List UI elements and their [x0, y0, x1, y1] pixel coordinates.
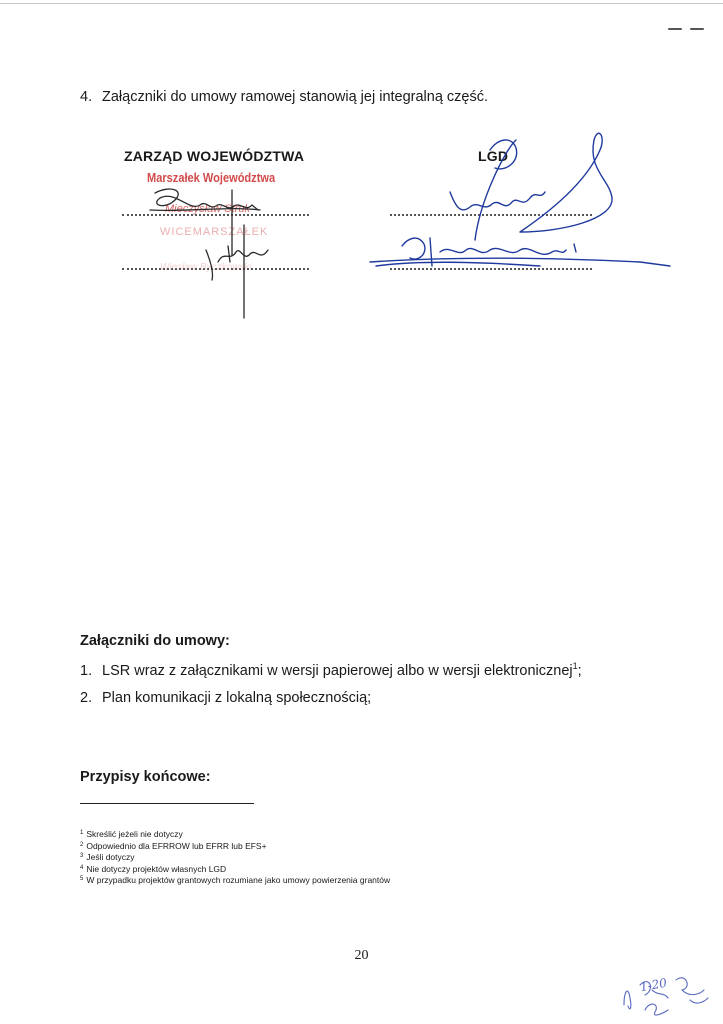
- top-edge-line: [0, 3, 723, 4]
- signature-line: [122, 268, 309, 270]
- footnote-text: Jeśli dotyczy: [86, 852, 135, 862]
- footnote-text: Odpowiednio dla EFRROW lub EFRR lub EFS+: [86, 840, 267, 851]
- signature-line: [390, 214, 592, 216]
- right-signature: [370, 133, 670, 266]
- footnote-item: [80, 840, 390, 852]
- clause-4: [80, 89, 488, 105]
- page-number: 20: [354, 948, 369, 963]
- footnote-text: Nie dotyczy projektów własnych LGD: [86, 863, 227, 874]
- corner-mark: [690, 28, 704, 30]
- footnote-marker: 1: [80, 830, 84, 836]
- footnote-item: [80, 874, 390, 886]
- attachment-text: Plan komunikacji z lokalną społecznością;: [102, 690, 372, 706]
- footnote-ref: 1: [572, 661, 578, 671]
- clause-text: Załączniki do umowy ramowej stanowią jej integralną część.: [102, 89, 489, 105]
- footnote-marker: 2: [80, 841, 84, 848]
- corner-mark: [668, 28, 682, 30]
- stamp-name-2: Wiesław Byczkowski: [160, 262, 252, 273]
- attachment-item-2: [80, 690, 371, 706]
- footnote-list: [80, 828, 390, 886]
- signature-line: [390, 268, 592, 270]
- signature-line: [122, 214, 309, 216]
- stamp-function: WICEMARSZAŁEK: [160, 226, 269, 238]
- left-signatory-heading: ZARZĄD WOJEWÓDZTWA: [124, 148, 305, 164]
- stamp-name: Mieczysław Struk: [165, 203, 250, 215]
- attachment-tail: ;: [577, 662, 582, 679]
- footnote-item: [80, 851, 390, 863]
- footnote-text: W przypadku projektów grantowych rozumiane jako umowy powierzenia grantów: [86, 875, 391, 885]
- attachments-title: Załączniki do umowy:: [80, 633, 230, 649]
- attachment-number: 1.: [80, 662, 93, 679]
- footnote-item: [80, 863, 390, 875]
- footnote-separator: [80, 803, 254, 804]
- margin-note: 1-20: [638, 975, 668, 995]
- footnote-item: [80, 828, 390, 840]
- attachment-number: 2.: [80, 690, 93, 706]
- right-signatory-heading: LGD: [478, 148, 509, 164]
- endnotes-title: Przypisy końcowe:: [80, 769, 211, 785]
- footnote-marker: 3: [80, 853, 84, 859]
- stamp-title: Marszałek Województwa: [147, 170, 276, 185]
- attachment-text: LSR wraz z załącznikami w wersji papierowej albo w wersji elektronicznej: [102, 662, 573, 679]
- footnote-text: Skreślić jeżeli nie dotyczy: [86, 829, 183, 839]
- clause-number: 4.: [80, 89, 93, 105]
- footnote-marker: 4: [80, 864, 84, 871]
- footnote-marker: 5: [80, 876, 84, 882]
- attachment-item-1: [80, 661, 582, 679]
